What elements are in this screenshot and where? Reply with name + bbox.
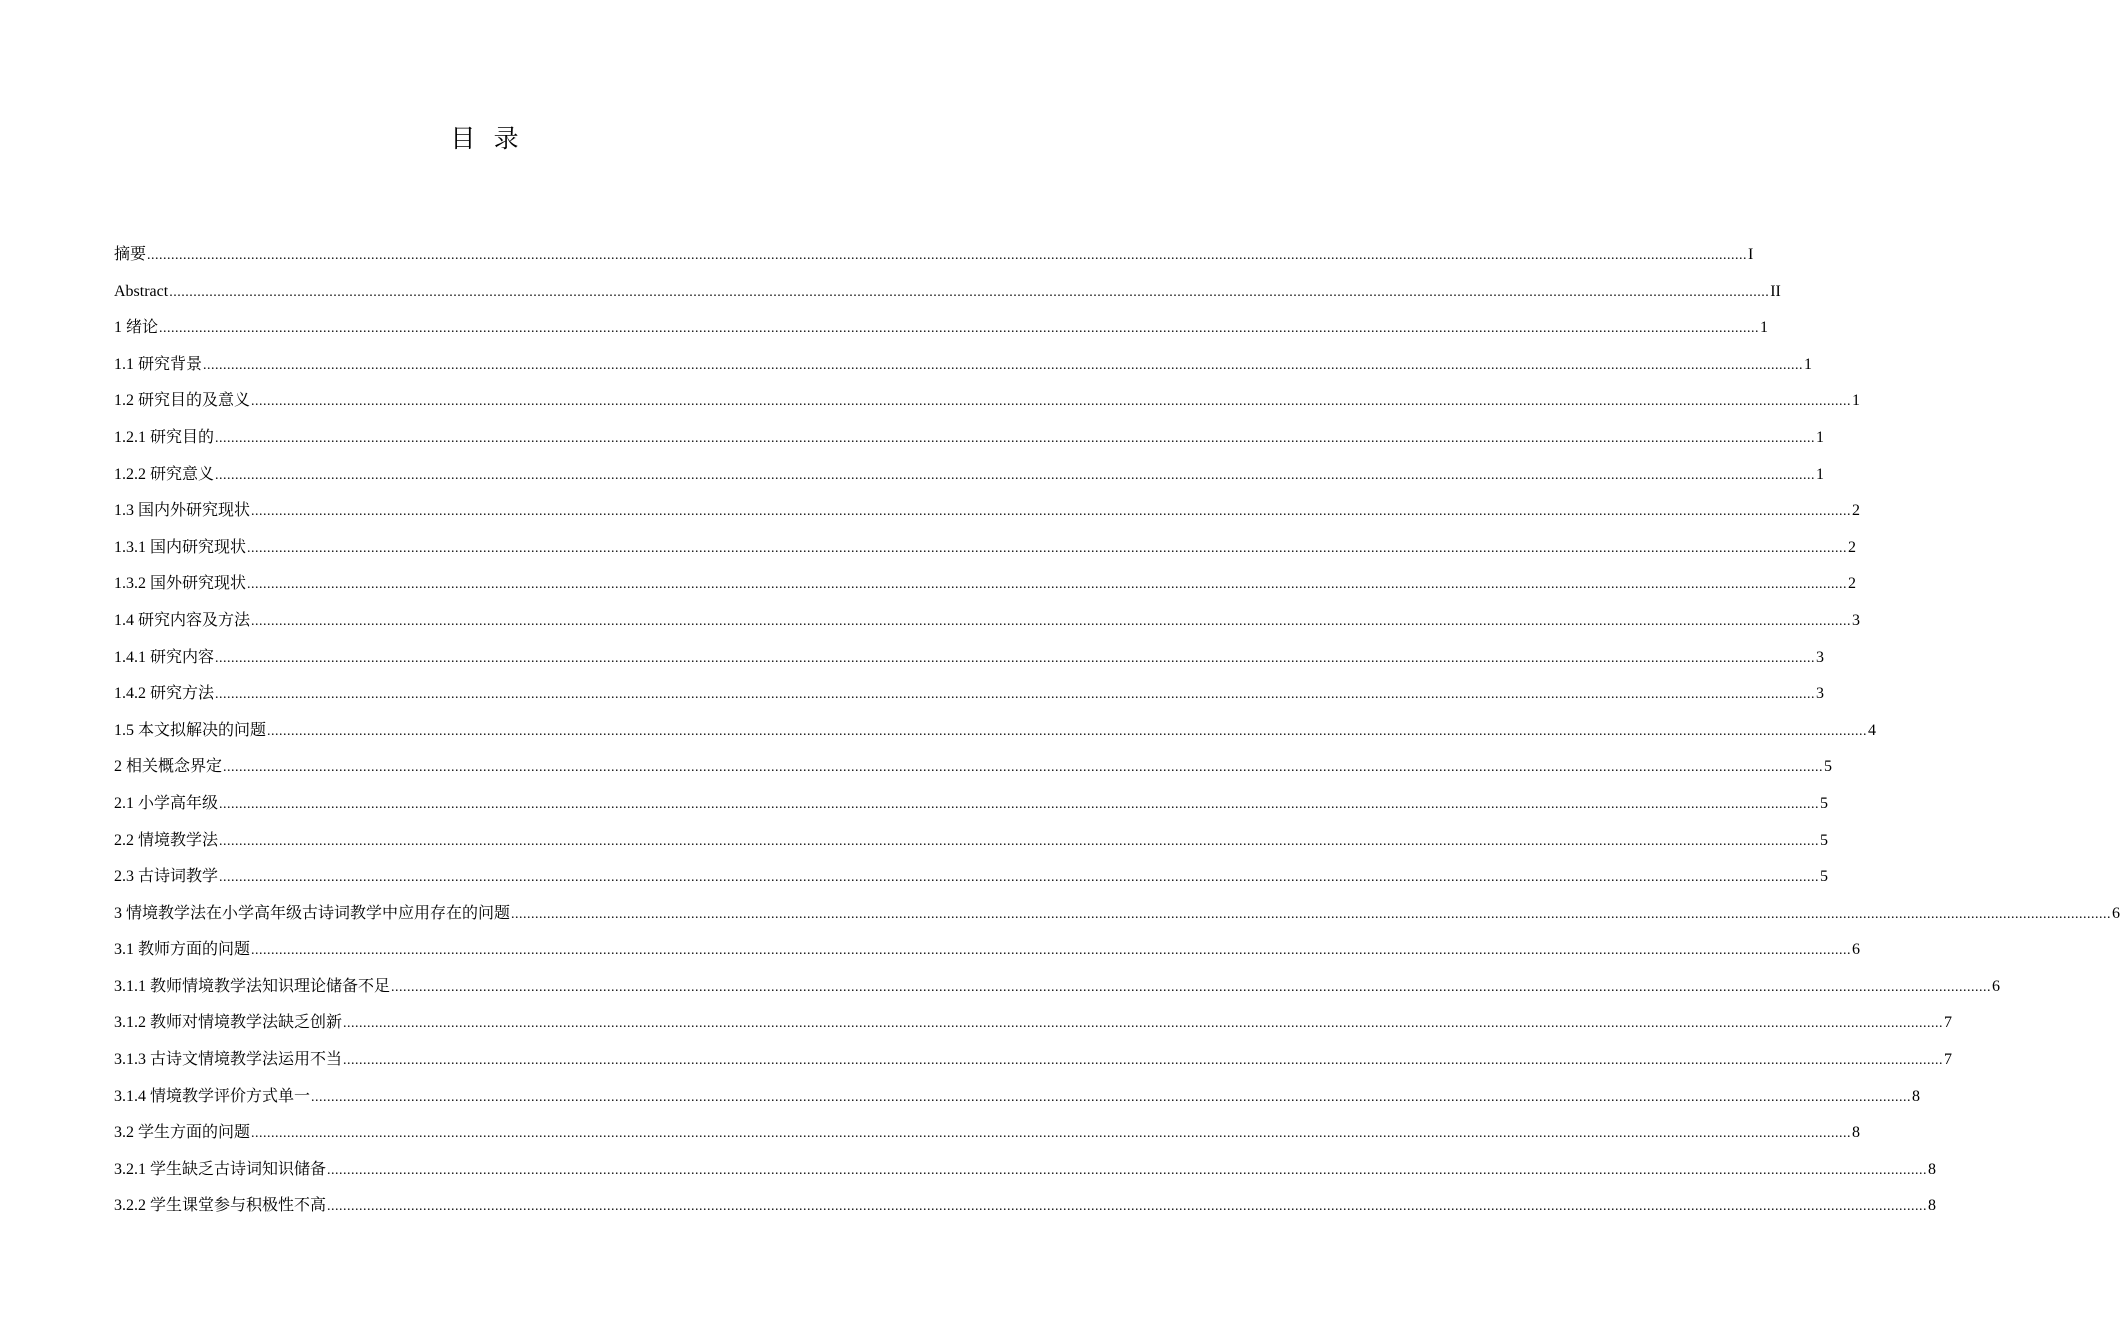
toc-entry-title: 1.3.2 国外研究现状 — [114, 575, 247, 593]
toc-dot-leader: ................................................................................................................................................................................................................................................................................................................................................................................................................ — [343, 1053, 1944, 1069]
toc-entry[interactable] — [114, 530, 1857, 567]
toc-dot-leader: ................................................................................................................................................................................................................................................................................................................................................................................................................ — [215, 650, 1816, 666]
toc-dot-leader: ................................................................................................................................................................................................................................................................................................................................................................................................................ — [203, 357, 1804, 373]
toc-entry[interactable] — [114, 237, 1754, 274]
toc-dot-leader: ................................................................................................................................................................................................................................................................................................................................................................................................................ — [327, 1199, 1928, 1215]
toc-dot-leader: ................................................................................................................................................................................................................................................................................................................................................................................................................ — [247, 577, 1848, 593]
toc-entry[interactable] — [114, 896, 2120, 933]
toc-entry[interactable] — [114, 420, 1825, 457]
toc-entry-title: 2 相关概念界定 — [114, 758, 223, 776]
toc-entry[interactable] — [114, 786, 1829, 823]
toc-entry-page-number: 8 — [1928, 1197, 1937, 1215]
toc-entry-page-number: I — [1748, 246, 1754, 263]
toc-entry-title: 3.1.2 教师对情境教学法缺乏创新 — [114, 1014, 343, 1032]
toc-entry[interactable] — [114, 713, 1877, 750]
toc-entry-title: 1.1 研究背景 — [114, 355, 203, 373]
toc-dot-leader: ................................................................................................................................................................................................................................................................................................................................................................................................................ — [327, 1162, 1928, 1178]
toc-entry[interactable] — [114, 676, 1825, 713]
toc-entry-page-number: 7 — [1944, 1051, 1953, 1069]
toc-entry-page-number: 5 — [1820, 868, 1829, 886]
toc-entry-title: 2.1 小学高年级 — [114, 794, 219, 812]
toc-entry-title: 摘要 — [114, 246, 147, 263]
toc-entry-title: 2.3 古诗词教学 — [114, 868, 219, 886]
toc-dot-leader: ................................................................................................................................................................................................................................................................................................................................................................................................................ — [343, 1016, 1944, 1032]
toc-dot-leader: ................................................................................................................................................................................................................................................................................................................................................................................................................ — [215, 687, 1816, 703]
toc-entry-page-number: 3 — [1816, 685, 1825, 703]
toc-entry-title: 1.3 国内外研究现状 — [114, 502, 251, 520]
toc-entry-page-number: 7 — [1944, 1014, 1953, 1032]
toc-entry-title: 3.1.4 情境教学评价方式单一 — [114, 1087, 311, 1105]
toc-dot-leader: ................................................................................................................................................................................................................................................................................................................................................................................................................ — [219, 870, 1820, 886]
toc-entry-title: 3.2.1 学生缺乏古诗词知识储备 — [114, 1160, 327, 1178]
toc-entry[interactable] — [114, 749, 1833, 786]
toc-entry-title: 1.2.1 研究目的 — [114, 428, 215, 446]
toc-entry-page-number: 8 — [1912, 1087, 1921, 1105]
toc-entry-title: 1.5 本文拟解决的问题 — [114, 721, 267, 739]
toc-dot-leader: ................................................................................................................................................................................................................................................................................................................................................................................................................ — [251, 1126, 1852, 1142]
toc-entry-page-number: 5 — [1820, 831, 1829, 849]
toc-dot-leader: ................................................................................................................................................................................................................................................................................................................................................................................................................ — [391, 979, 1992, 995]
toc-entry[interactable] — [114, 274, 1781, 311]
toc-entry[interactable] — [114, 566, 1857, 603]
toc-entry[interactable] — [114, 640, 1825, 677]
toc-entry[interactable] — [114, 1188, 1937, 1225]
toc-dot-leader: ................................................................................................................................................................................................................................................................................................................................................................................................................ — [223, 760, 1824, 776]
toc-entry-title: 1.3.1 国内研究现状 — [114, 538, 247, 556]
toc-dot-leader: ................................................................................................................................................................................................................................................................................................................................................................................................................ — [219, 796, 1820, 812]
toc-entry-page-number: 1 — [1804, 355, 1813, 373]
toc-entry[interactable] — [114, 310, 1769, 347]
toc-dot-leader: ................................................................................................................................................................................................................................................................................................................................................................................................................ — [251, 504, 1852, 520]
toc-dot-leader: ................................................................................................................................................................................................................................................................................................................................................................................................................ — [247, 540, 1848, 556]
toc-entry-page-number: 8 — [1852, 1124, 1861, 1142]
toc-list — [114, 237, 2120, 1225]
toc-entry-title: 1.2 研究目的及意义 — [114, 392, 251, 410]
toc-entry-page-number: 2 — [1852, 502, 1861, 520]
toc-entry[interactable] — [114, 457, 1825, 494]
toc-entry-page-number: 1 — [1816, 465, 1825, 483]
toc-dot-leader: ................................................................................................................................................................................................................................................................................................................................................................................................................ — [215, 430, 1816, 446]
toc-entry[interactable] — [114, 1152, 1937, 1189]
toc-entry-page-number: 3 — [1852, 611, 1861, 629]
toc-entry-title: 1.2.2 研究意义 — [114, 465, 215, 483]
toc-dot-leader: ................................................................................................................................................................................................................................................................................................................................................................................................................ — [511, 906, 2112, 922]
toc-entry[interactable] — [114, 347, 1813, 384]
toc-entry-title: 1.4.1 研究内容 — [114, 648, 215, 666]
toc-entry[interactable] — [114, 1005, 1953, 1042]
toc-entry[interactable] — [114, 1115, 1861, 1152]
toc-entry-title: 1.4.2 研究方法 — [114, 685, 215, 703]
toc-entry-page-number: 8 — [1928, 1160, 1937, 1178]
toc-entry[interactable] — [114, 859, 1829, 896]
toc-dot-leader: ................................................................................................................................................................................................................................................................................................................................................................................................................ — [159, 321, 1760, 337]
toc-dot-leader: ................................................................................................................................................................................................................................................................................................................................................................................................................ — [219, 833, 1820, 849]
toc-entry-title: 3.2.2 学生课堂参与积极性不高 — [114, 1197, 327, 1215]
toc-entry[interactable] — [114, 823, 1829, 860]
toc-entry-page-number: 1 — [1816, 428, 1825, 446]
toc-entry[interactable] — [114, 603, 1861, 640]
toc-entry-title: 3.2 学生方面的问题 — [114, 1124, 251, 1142]
toc-dot-leader: ................................................................................................................................................................................................................................................................................................................................................................................................................ — [169, 284, 1770, 300]
toc-entry-title: 3 情境教学法在小学高年级古诗词教学中应用存在的问题 — [114, 904, 511, 922]
toc-dot-leader: ................................................................................................................................................................................................................................................................................................................................................................................................................ — [251, 394, 1852, 410]
toc-entry-page-number: 1 — [1760, 319, 1769, 337]
toc-dot-leader: ................................................................................................................................................................................................................................................................................................................................................................................................................ — [251, 943, 1852, 959]
toc-dot-leader: ................................................................................................................................................................................................................................................................................................................................................................................................................ — [311, 1089, 1912, 1105]
toc-dot-leader: ................................................................................................................................................................................................................................................................................................................................................................................................................ — [215, 467, 1816, 483]
toc-entry-page-number: 6 — [2112, 904, 2120, 922]
toc-entry-page-number: 1 — [1852, 392, 1861, 410]
toc-entry-page-number: 2 — [1848, 575, 1857, 593]
toc-entry-page-number: 5 — [1824, 758, 1833, 776]
page-title: 目 录 — [450, 126, 525, 153]
toc-entry-title: 3.1.1 教师情境教学法知识理论储备不足 — [114, 977, 391, 995]
toc-dot-leader: ................................................................................................................................................................................................................................................................................................................................................................................................................ — [147, 248, 1748, 263]
toc-entry[interactable] — [114, 1079, 1921, 1116]
toc-entry-title: Abstract — [114, 282, 169, 300]
toc-entry-title: 1 绪论 — [114, 319, 159, 337]
toc-entry-page-number: 6 — [1992, 977, 2001, 995]
toc-entry-title: 3.1.3 古诗文情境教学法运用不当 — [114, 1051, 343, 1069]
toc-entry-title: 2.2 情境教学法 — [114, 831, 219, 849]
toc-entry[interactable] — [114, 383, 1861, 420]
toc-entry-page-number: 3 — [1816, 648, 1825, 666]
toc-entry[interactable] — [114, 969, 2001, 1006]
toc-entry-page-number: II — [1770, 282, 1781, 300]
toc-entry[interactable] — [114, 932, 1861, 969]
toc-entry-page-number: 5 — [1820, 794, 1829, 812]
toc-entry-title: 3.1 教师方面的问题 — [114, 941, 251, 959]
toc-entry-title: 1.4 研究内容及方法 — [114, 611, 251, 629]
toc-entry[interactable] — [114, 493, 1861, 530]
toc-dot-leader: ................................................................................................................................................................................................................................................................................................................................................................................................................ — [267, 723, 1868, 739]
toc-entry-page-number: 4 — [1868, 721, 1877, 739]
toc-dot-leader: ................................................................................................................................................................................................................................................................................................................................................................................................................ — [251, 613, 1852, 629]
toc-entry-page-number: 2 — [1848, 538, 1857, 556]
toc-entry[interactable] — [114, 1042, 1953, 1079]
toc-entry-page-number: 6 — [1852, 941, 1861, 959]
